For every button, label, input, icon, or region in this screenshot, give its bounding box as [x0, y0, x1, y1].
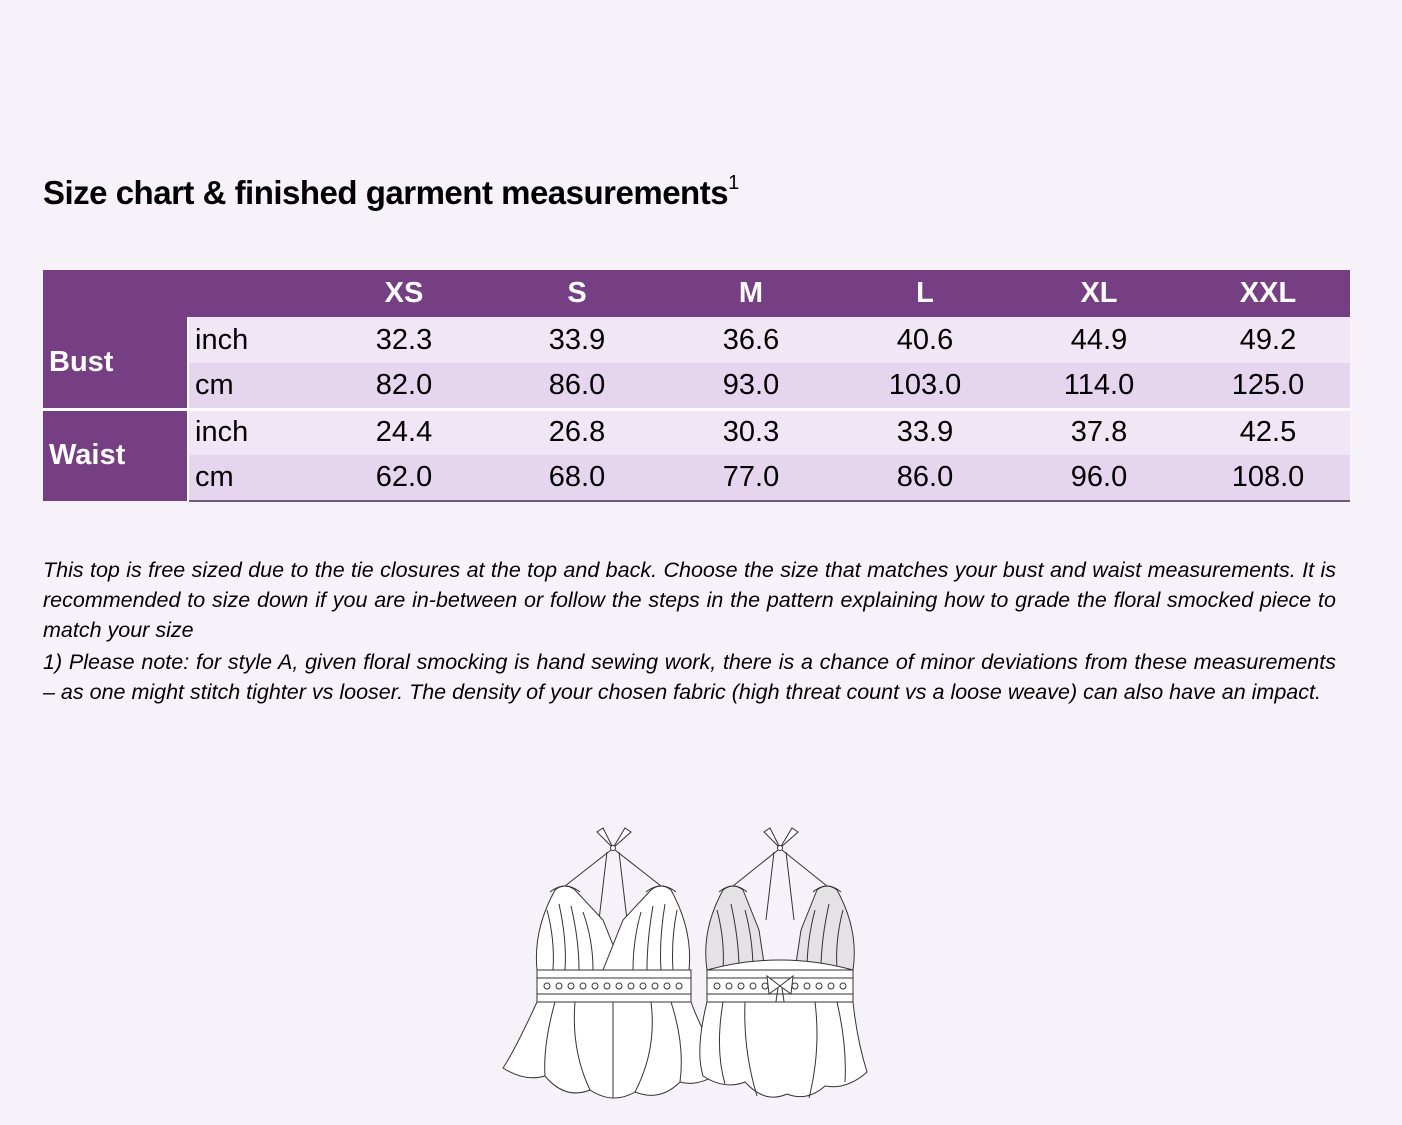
garment-illustration — [495, 820, 910, 1110]
halter-top-back-sketch — [700, 828, 867, 1098]
size-header-xl: XL — [1012, 270, 1186, 317]
table-cell: 42.5 — [1186, 409, 1350, 455]
table-cell: 93.0 — [664, 363, 838, 409]
header-empty-cell — [188, 270, 318, 317]
table-row — [43, 409, 1350, 455]
table-cell: 108.0 — [1186, 455, 1350, 501]
table-cell: 103.0 — [838, 363, 1012, 409]
unit-label: cm — [188, 455, 318, 501]
table-cell: 37.8 — [1012, 409, 1186, 455]
size-header-xs: XS — [318, 270, 490, 317]
table-cell: 49.2 — [1186, 317, 1350, 363]
note-footnote: 1) Please note: for style A, given floral smocking is hand sewing work, there is a chance of minor deviations from these measurements – as one might stitch tighter vs looser. The density of your chosen fabric (high threat count vs a loose weave) can also have an impact. — [43, 650, 1336, 704]
table-cell: 77.0 — [664, 455, 838, 501]
note-free-sized: This top is free sized due to the tie closures at the top and back. Choose the size that matches your bust and waist measurements. It is recommended to size down if you are in-between or follow the steps in the pattern explaining how to grade the floral smocked piece to match your size — [43, 558, 1336, 642]
table-cell: 68.0 — [490, 455, 664, 501]
size-header-xxl: XXL — [1186, 270, 1350, 317]
unit-label: cm — [188, 363, 318, 409]
table-cell: 96.0 — [1012, 455, 1186, 501]
halter-top-front-sketch — [503, 828, 727, 1098]
page-title-text: Size chart & finished garment measurements — [43, 174, 729, 211]
size-header-m: M — [664, 270, 838, 317]
table-cell: 125.0 — [1186, 363, 1350, 409]
table-cell: 86.0 — [490, 363, 664, 409]
table-cell: 86.0 — [838, 455, 1012, 501]
table-cell: 40.6 — [838, 317, 1012, 363]
table-cell: 24.4 — [318, 409, 490, 455]
table-row — [43, 317, 1350, 363]
page-title — [43, 174, 739, 212]
table-row — [43, 455, 1350, 501]
table-cell: 36.6 — [664, 317, 838, 363]
size-header-l: L — [838, 270, 1012, 317]
table-cell: 114.0 — [1012, 363, 1186, 409]
row-group-waist: Waist — [43, 409, 188, 501]
table-cell: 33.9 — [838, 409, 1012, 455]
table-cell: 32.3 — [318, 317, 490, 363]
table-cell: 33.9 — [490, 317, 664, 363]
table-cell: 82.0 — [318, 363, 490, 409]
title-footnote-marker: 1 — [728, 172, 739, 194]
table-cell: 44.9 — [1012, 317, 1186, 363]
sizing-notes — [43, 555, 1336, 709]
header-empty-cell — [43, 270, 188, 317]
table-cell: 62.0 — [318, 455, 490, 501]
table-row — [43, 363, 1350, 409]
unit-label: inch — [188, 317, 318, 363]
size-header-row — [43, 270, 1350, 317]
table-cell: 30.3 — [664, 409, 838, 455]
table-cell: 26.8 — [490, 409, 664, 455]
size-chart-table — [43, 270, 1350, 502]
unit-label: inch — [188, 409, 318, 455]
row-group-bust: Bust — [43, 317, 188, 409]
size-header-s: S — [490, 270, 664, 317]
